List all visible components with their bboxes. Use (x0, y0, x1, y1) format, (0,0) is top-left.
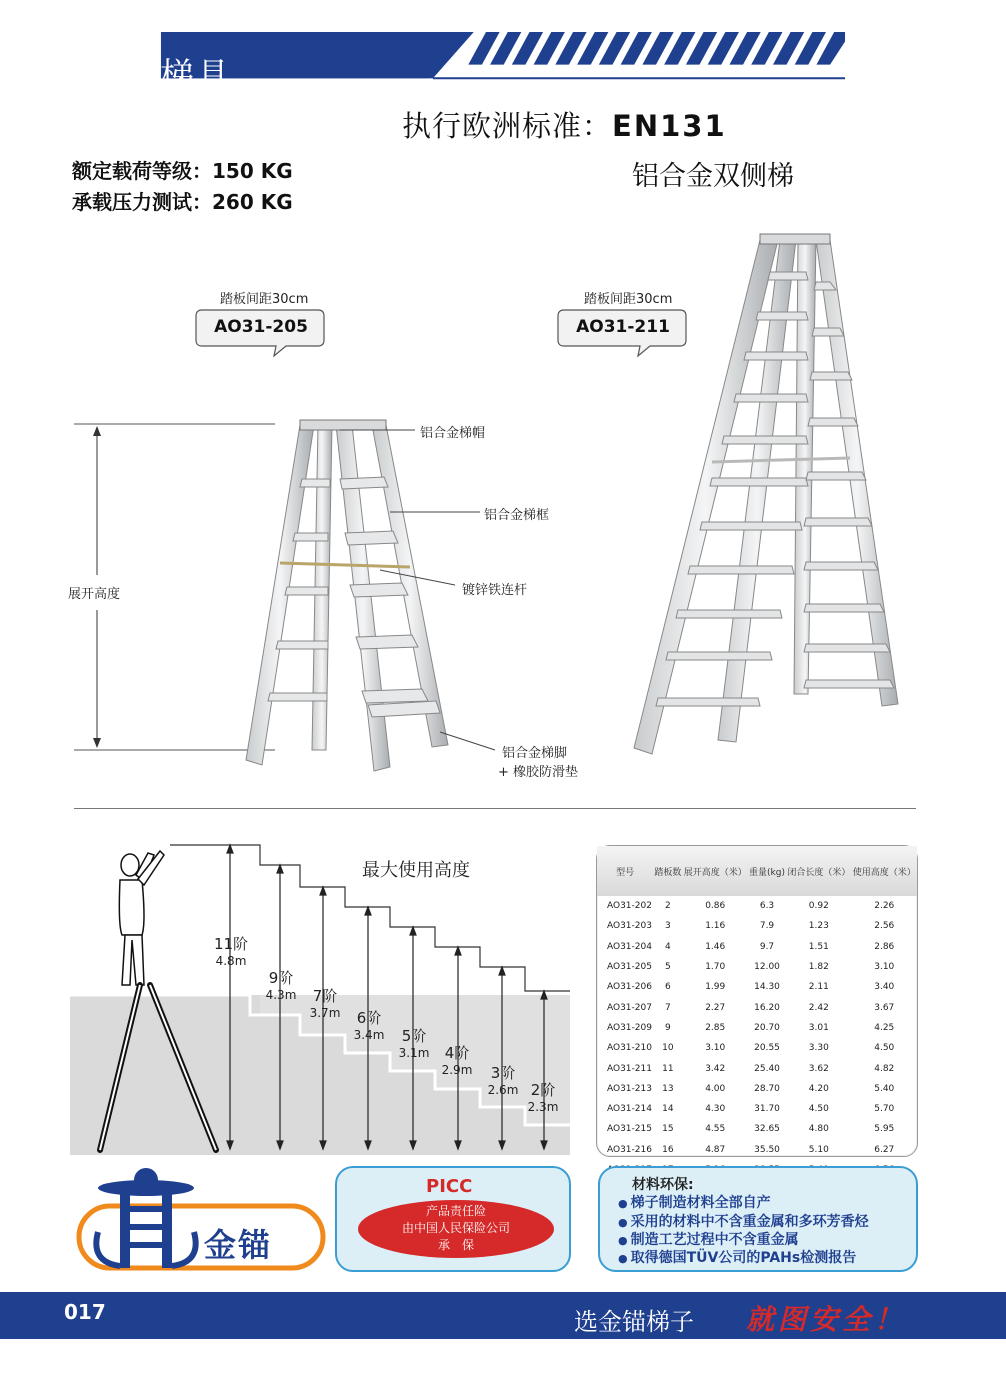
page-subtitle: 标准保证安全 (232, 100, 334, 120)
table-cell: AO31-204 (607, 941, 652, 952)
table-cell: 3.30 (808, 1043, 829, 1054)
table-cell: 5.40 (874, 1083, 895, 1094)
table-cell: 2.26 (874, 901, 895, 912)
table-cell: 2 (665, 901, 671, 912)
table-cell: 16.20 (754, 1002, 780, 1013)
table-cell: AO31-210 (607, 1043, 652, 1054)
step-count: 6阶 (356, 1009, 382, 1027)
table-cell: 4.80 (808, 1124, 829, 1135)
table-row (597, 1119, 917, 1139)
table-cell: 5 (665, 962, 671, 973)
col-header: 型号 (597, 846, 653, 896)
col-header: 使用高度（米） (852, 846, 917, 896)
table-cell: 2.42 (808, 1002, 829, 1013)
section-divider (74, 808, 916, 809)
product-name: 铝合金双侧梯 (632, 161, 794, 192)
eco-item: ● 采用的材料中不含重金属和多环芳香烃 (618, 1211, 869, 1231)
table-row (597, 1099, 917, 1119)
step-label-7 (300, 988, 350, 1022)
table-cell: 3.40 (874, 982, 895, 993)
step-height: 3.7m (309, 1006, 341, 1020)
eco-item: ● 梯子制造材料全部自产 (618, 1192, 771, 1212)
step-count: 7阶 (312, 987, 338, 1005)
table-cell: 4.50 (874, 1043, 895, 1054)
table-cell: 9 (665, 1022, 671, 1033)
step-height: 2.3m (527, 1100, 559, 1114)
table-cell: 4.25 (874, 1022, 895, 1033)
table-row (597, 1038, 917, 1058)
table-cell: AO31-213 (607, 1083, 652, 1094)
table-cell: 2.11 (808, 982, 829, 993)
table-row (597, 937, 917, 957)
table-cell: 4.50 (808, 1104, 829, 1115)
table-cell: 3 (665, 921, 671, 932)
table-cell: 3.01 (808, 1022, 829, 1033)
step-count: 2阶 (530, 1081, 556, 1099)
table-cell: 6.27 (874, 1144, 895, 1155)
table-cell: 6.3 (759, 901, 775, 912)
table-cell: 13 (662, 1083, 674, 1094)
table-cell: 3.62 (808, 1063, 829, 1074)
table-header-row (597, 846, 917, 896)
col-header: 闭合长度（米） (786, 846, 851, 896)
table-cell: AO31-211 (607, 1063, 652, 1074)
table-cell: 2.56 (874, 921, 895, 932)
brand-name: 金锚 (204, 1226, 273, 1264)
picc-title: PICC (426, 1176, 473, 1197)
table-row (597, 1058, 917, 1078)
ladder-ao31-211-image (630, 232, 910, 762)
step-height: 3.4m (353, 1028, 385, 1042)
step-count: 5阶 (401, 1027, 427, 1045)
table-cell: 2.86 (874, 941, 895, 952)
standard-line (402, 104, 727, 145)
spec-table (596, 845, 918, 1157)
table-cell: 1.70 (705, 962, 726, 973)
table-row (597, 896, 917, 916)
table-cell: 25.40 (754, 1063, 780, 1074)
table-cell: 3.67 (874, 1002, 895, 1013)
table-cell: AO31-216 (607, 1144, 652, 1155)
footer-slogan-emphasis: 就图安全！ (746, 1303, 907, 1336)
table-row (597, 977, 917, 997)
table-cell: 15 (662, 1124, 674, 1135)
table-cell: AO31-202 (607, 901, 652, 912)
table-cell: 14.30 (754, 982, 780, 993)
step-height: 2.9m (441, 1063, 473, 1077)
pitch-label-small: 踏板间距30cm (220, 292, 309, 307)
col-header: 重量(kg) (748, 846, 786, 896)
height-label: 展开高度 (68, 587, 121, 602)
step-label-2 (518, 1082, 568, 1116)
eco-item: ● 制造工艺过程中不含重金属 (618, 1229, 799, 1249)
table-cell: 20.55 (754, 1043, 780, 1054)
step-height: 4.3m (265, 988, 297, 1002)
table-cell: 4.00 (705, 1083, 726, 1094)
step-label-6 (344, 1010, 394, 1044)
table-cell: 11 (662, 1063, 674, 1074)
table-cell: AO31-214 (607, 1104, 652, 1115)
col-header: 展开高度（米） (683, 846, 748, 896)
table-cell: 3.10 (705, 1043, 726, 1054)
table-cell: AO31-209 (607, 1022, 652, 1033)
standard-prefix: 执行欧洲标准： (402, 109, 613, 143)
pitch-label-large: 踏板间距30cm (584, 292, 673, 307)
standard-code: EN131 (612, 109, 727, 143)
table-row (597, 1140, 917, 1160)
picc-text (358, 1203, 554, 1254)
table-cell: AO31-205 (607, 962, 652, 973)
diagram-title: 最大使用高度 (362, 860, 470, 881)
part-foot-label: 铝合金梯脚 (502, 746, 568, 761)
table-cell: 28.70 (754, 1083, 780, 1094)
table-cell: 16 (662, 1144, 674, 1155)
table-cell: 12.00 (754, 962, 780, 973)
table-cell: 5.95 (874, 1124, 895, 1135)
table-cell: 4.30 (705, 1104, 726, 1115)
step-count: 9阶 (268, 969, 294, 987)
table-row (597, 957, 917, 977)
table-cell: 32.65 (754, 1124, 780, 1135)
table-cell: 4.82 (874, 1063, 895, 1074)
table-cell: 2.27 (705, 1002, 726, 1013)
page-number: 017 (64, 1300, 106, 1324)
table-cell: 1.46 (705, 941, 726, 952)
test-load: 承载压力测试：260 KG (72, 190, 293, 214)
step-count: 11阶 (213, 935, 249, 953)
step-count: 3阶 (490, 1064, 516, 1082)
table-cell: 0.92 (808, 901, 829, 912)
table-row (597, 1079, 917, 1099)
part-pad-label: + 橡胶防滑垫 (498, 765, 579, 780)
table-cell: 7.9 (759, 921, 775, 932)
table-row (597, 916, 917, 936)
table-cell: 1.51 (808, 941, 829, 952)
table-cell: AO31-207 (607, 1002, 652, 1013)
picc-line-3: 承 保 (437, 1238, 474, 1252)
model-label-large: AO31-211 (576, 317, 670, 337)
col-header: 踏板数 (653, 846, 682, 896)
eco-title: 材料环保: (632, 1177, 694, 1193)
eco-item: ● 取得德国TÜV公司的PAHs检测报告 (618, 1247, 856, 1267)
step-label-9 (256, 970, 306, 1004)
table-cell: 1.82 (808, 962, 829, 973)
step-count: 4阶 (444, 1044, 470, 1062)
picc-line-1: 产品责任险 (425, 1204, 486, 1218)
table-cell: 4.20 (808, 1083, 829, 1094)
step-height: 3.1m (398, 1046, 430, 1060)
table-cell: 5.10 (808, 1144, 829, 1155)
table-row (597, 1018, 917, 1038)
table-cell: 0.86 (705, 901, 726, 912)
table-cell: 6 (665, 982, 671, 993)
picc-line-2: 由中国人民保险公司 (401, 1221, 510, 1235)
table-cell: 5.70 (874, 1104, 895, 1115)
part-rod-label: 镀锌铁连杆 (462, 583, 528, 598)
table-cell: 10 (662, 1043, 674, 1054)
table-cell: AO31-203 (607, 921, 652, 932)
table-cell: 4 (665, 941, 671, 952)
step-label-11 (206, 936, 256, 970)
table-cell: 2.85 (705, 1022, 726, 1033)
page-title: 铝合金梯具 (52, 56, 232, 96)
table-cell: 20.70 (754, 1022, 780, 1033)
table-cell: 4.55 (705, 1124, 726, 1135)
table-cell: 3.10 (874, 962, 895, 973)
table-cell: AO31-206 (607, 982, 652, 993)
table-row (597, 997, 917, 1017)
footer-slogan: 选金锚梯子 (574, 1308, 694, 1336)
brand-logo (76, 1166, 326, 1274)
table-cell: 9.7 (759, 941, 775, 952)
rated-load: 额定载荷等级：150 KG (72, 159, 293, 183)
table-cell: 14 (662, 1104, 674, 1115)
table-cell: 3.42 (705, 1063, 726, 1074)
step-label-4 (432, 1045, 482, 1079)
step-height: 2.6m (487, 1083, 519, 1097)
table-cell: 1.99 (705, 982, 726, 993)
table-cell: 35.50 (754, 1144, 780, 1155)
part-cap-label: 铝合金梯帽 (420, 426, 486, 441)
table-cell: 1.23 (808, 921, 829, 932)
table-cell: 4.87 (705, 1144, 726, 1155)
table-cell: AO31-215 (607, 1124, 652, 1135)
step-height: 4.8m (215, 954, 247, 968)
table-cell: 1.16 (705, 921, 726, 932)
part-frame-label: 铝合金梯框 (484, 508, 550, 523)
table-cell: 7 (665, 1002, 671, 1013)
table-cell: 31.70 (754, 1104, 780, 1115)
model-label-small: AO31-205 (214, 317, 308, 337)
